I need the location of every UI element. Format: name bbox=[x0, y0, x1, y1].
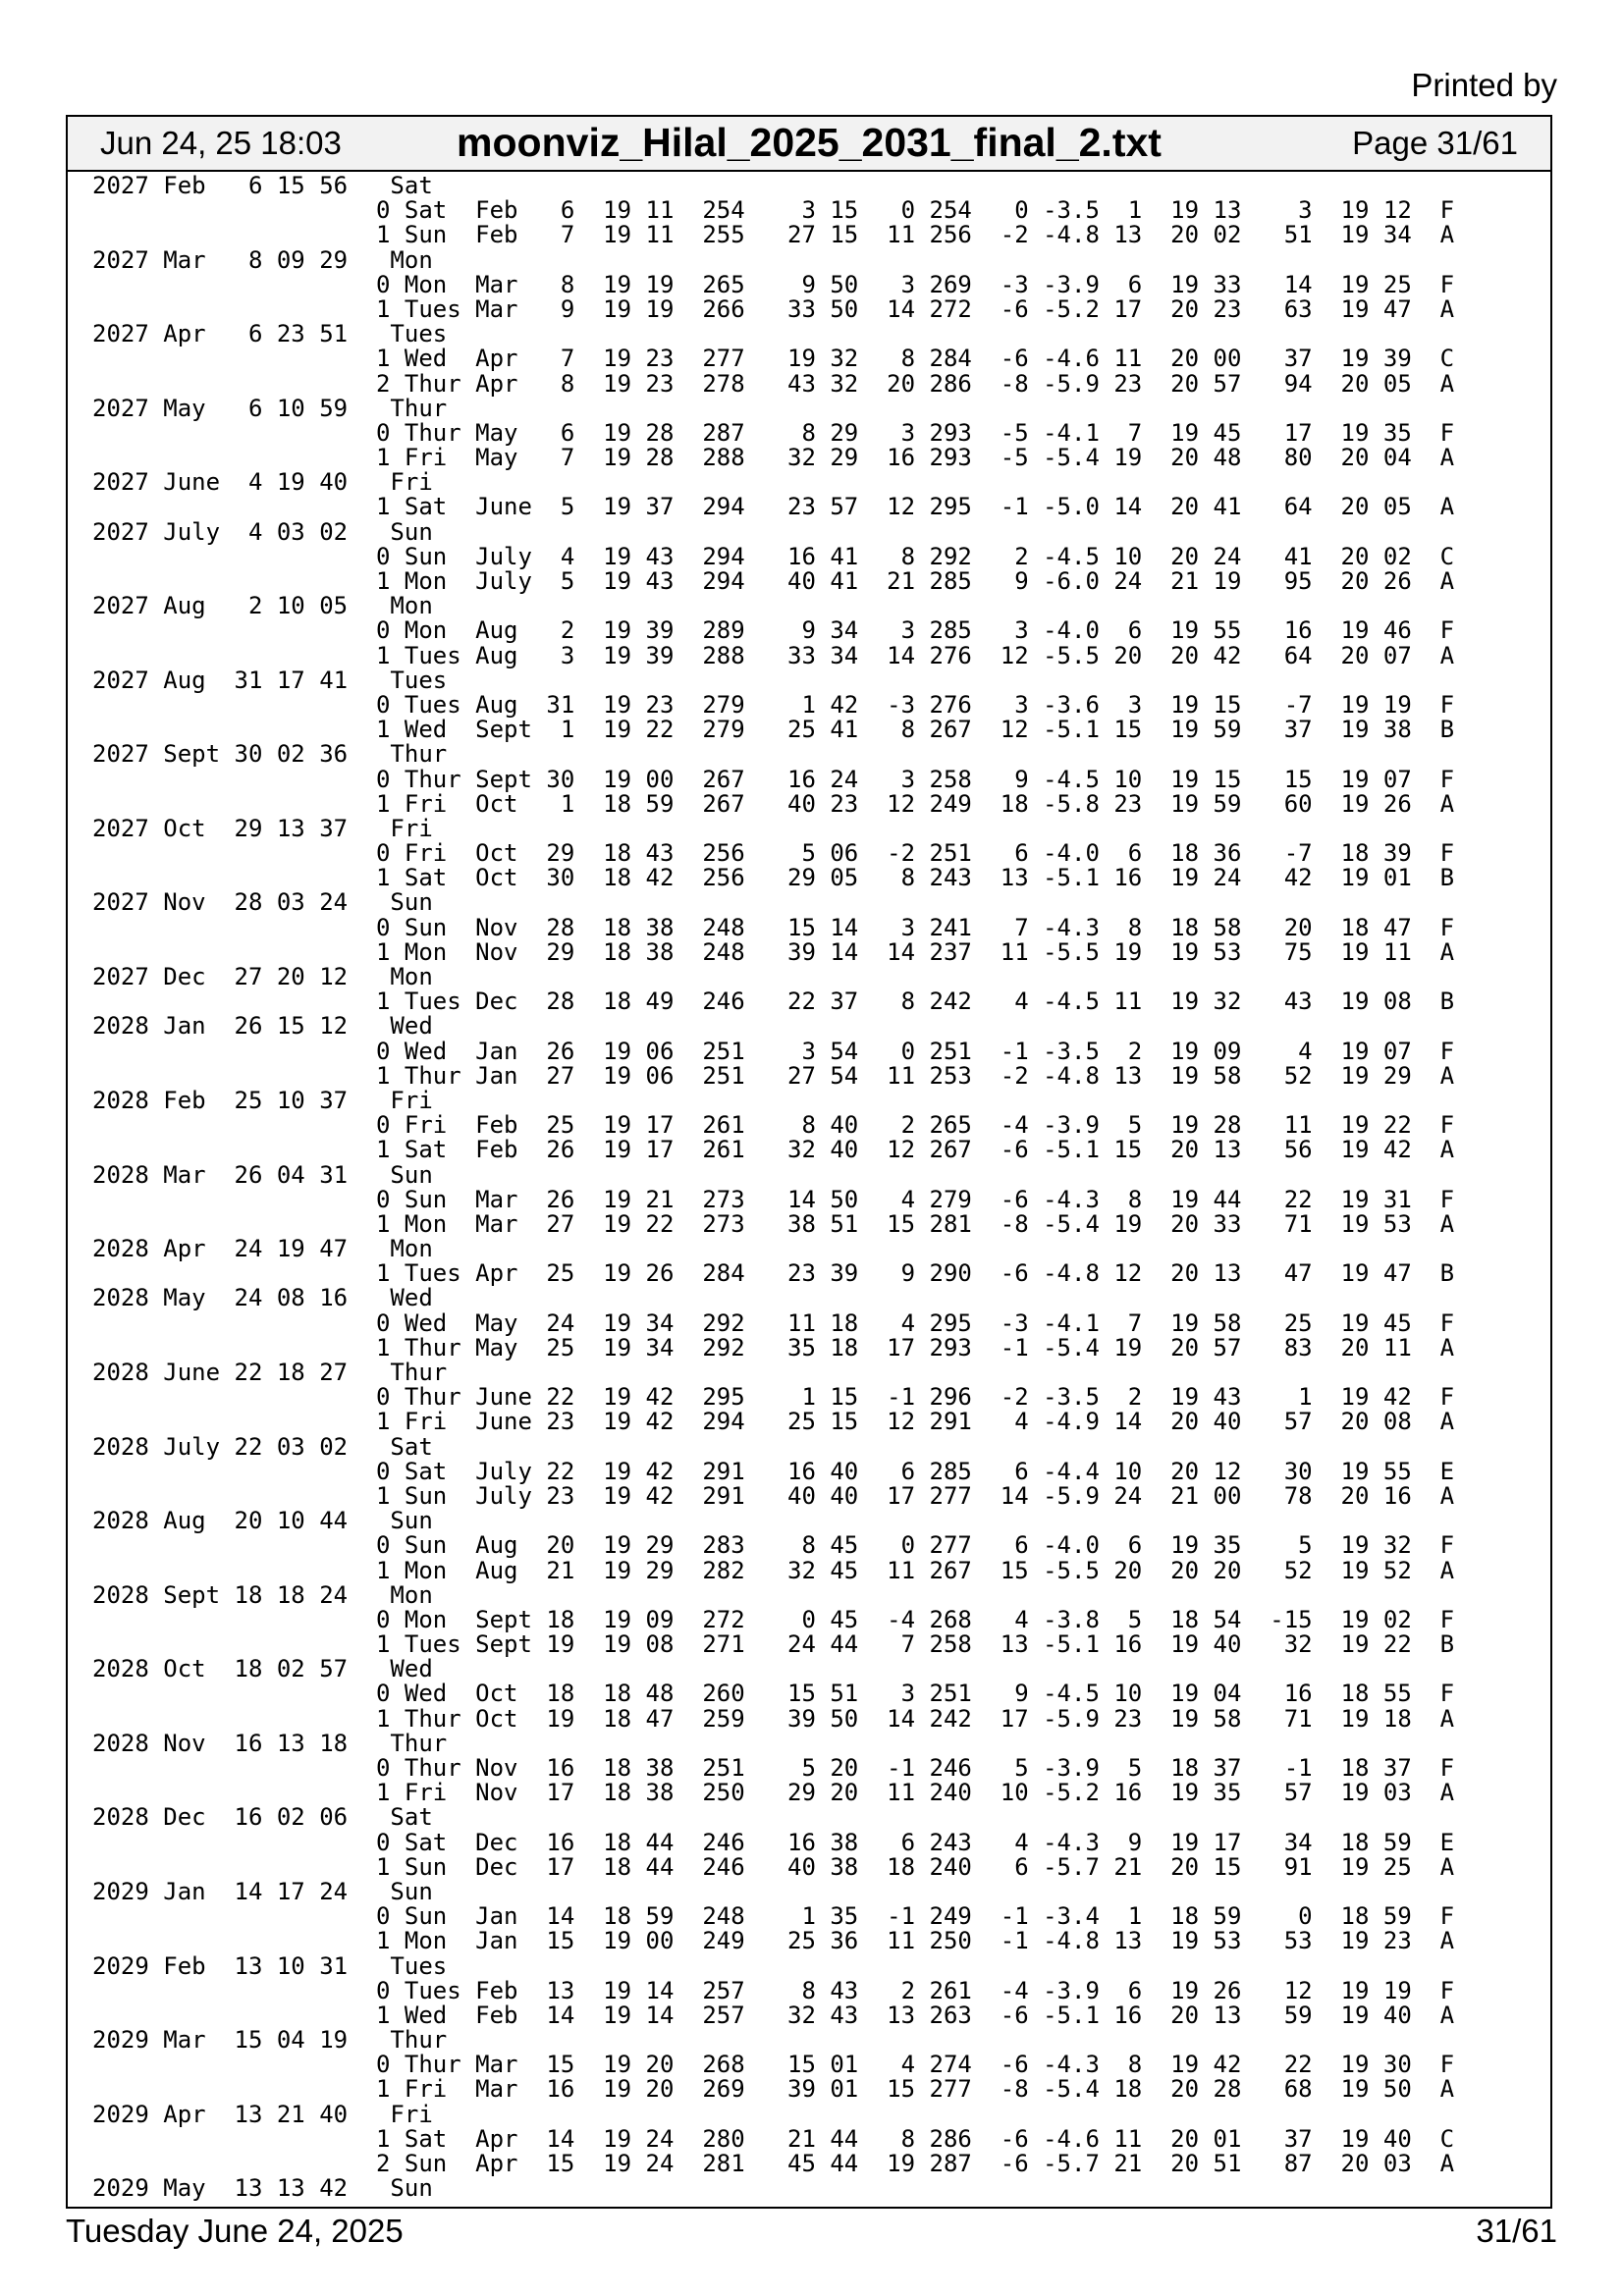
text-line: 1 Tues Apr 25 19 26 284 23 39 9 290 -6 -4.8 12 20 13 47 19 47 B bbox=[92, 1259, 1455, 1288]
header-page-number: Page 31/61 bbox=[1352, 125, 1518, 161]
text-line: 1 Sat Oct 30 18 42 256 29 05 8 243 13 -5.1 16 19 24 42 19 01 B bbox=[92, 864, 1455, 892]
text-line: 2028 Jan 26 15 12 Wed bbox=[92, 1012, 433, 1041]
text-line: 1 Thur May 25 19 34 292 35 18 17 293 -1 -5.4 19 20 57 83 20 11 A bbox=[92, 1333, 1455, 1362]
text-line: 1 Mon Aug 21 19 29 282 32 45 11 267 15 -5.5 20 20 20 52 19 52 A bbox=[92, 1556, 1455, 1584]
text-line: 2028 May 24 08 16 Wed bbox=[92, 1284, 433, 1312]
text-line: 2028 Nov 16 13 18 Thur bbox=[92, 1729, 448, 1757]
text-line: 0 Wed Oct 18 18 48 260 15 51 3 251 9 -4.5 10 19 04 16 18 55 F bbox=[92, 1680, 1455, 1708]
text-line: 2 Sun Apr 15 19 24 281 45 44 19 287 -6 -5.7 21 20 51 87 20 03 A bbox=[92, 2150, 1455, 2177]
text-lines bbox=[68, 172, 1550, 2201]
text-line: 1 Tues Dec 28 18 49 246 22 37 8 242 4 -4.5 11 19 32 43 19 08 B bbox=[92, 988, 1455, 1016]
text-line: 2029 Feb 13 10 31 Tues bbox=[92, 1951, 448, 1980]
file-title: moonviz_Hilal_2025_2031_final_2.txt bbox=[457, 120, 1162, 165]
text-line: 0 Thur Mar 15 19 20 268 15 01 4 274 -6 -4.3 8 19 42 22 19 30 F bbox=[92, 2051, 1455, 2079]
text-line: 2027 Mar 8 09 29 Mon bbox=[92, 245, 433, 274]
text-line: 2 Thur Apr 8 19 23 278 43 32 20 286 -8 -5.9 23 20 57 94 20 05 A bbox=[92, 369, 1455, 398]
text-line: 0 Mon Aug 2 19 39 289 9 34 3 285 3 -4.0 6 19 55 16 19 46 F bbox=[92, 616, 1455, 645]
page-frame bbox=[66, 115, 1552, 2209]
text-line: 1 Tues Aug 3 19 39 288 33 34 14 276 12 -5.5 20 20 42 64 20 07 A bbox=[92, 641, 1455, 669]
text-line: 1 Thur Oct 19 18 47 259 39 50 14 242 17 -5.9 23 19 58 71 19 18 A bbox=[92, 1704, 1455, 1733]
text-line: 1 Sat Apr 14 19 24 280 21 44 8 286 -6 -4.6 11 20 01 37 19 40 C bbox=[92, 2124, 1455, 2153]
text-line: 2027 June 4 19 40 Fri bbox=[92, 468, 433, 497]
text-line: 0 Wed Jan 26 19 06 251 3 54 0 251 -1 -3.5 2 19 09 4 19 07 F bbox=[92, 1037, 1455, 1065]
text-line: 2027 Oct 29 13 37 Fri bbox=[92, 814, 433, 842]
text-line: 2029 Jan 14 17 24 Sun bbox=[92, 1877, 433, 1905]
text-line: 1 Wed Apr 7 19 23 277 19 32 8 284 -6 -4.6 11 20 00 37 19 39 C bbox=[92, 345, 1455, 373]
text-line: 0 Mon Sept 18 19 09 272 0 45 -4 268 4 -3.8 5 18 54 -15 19 02 F bbox=[92, 1605, 1455, 1633]
text-line: 2027 Apr 6 23 51 Tues bbox=[92, 320, 448, 348]
printed-by-label: Printed by bbox=[1411, 67, 1557, 103]
footer-date: Tuesday June 24, 2025 bbox=[66, 2213, 404, 2249]
text-line: 2028 Dec 16 02 06 Sat bbox=[92, 1803, 433, 1832]
text-line: 2027 Sept 30 02 36 Thur bbox=[92, 740, 448, 769]
text-line: 1 Fri Nov 17 18 38 250 29 20 11 240 10 -5.2 16 19 35 57 19 03 A bbox=[92, 1779, 1455, 1807]
text-line: 1 Fri June 23 19 42 294 25 15 12 291 4 -4.9 14 20 40 57 20 08 A bbox=[92, 1408, 1455, 1436]
text-line: 0 Mon Mar 8 19 19 265 9 50 3 269 -3 -3.9 6 19 33 14 19 25 F bbox=[92, 270, 1455, 298]
text-line: 0 Sun Nov 28 18 38 248 15 14 3 241 7 -4.3 8 18 58 20 18 47 F bbox=[92, 913, 1455, 941]
text-line: 1 Mon Jan 15 19 00 249 25 36 11 250 -1 -4.8 13 19 53 53 19 23 A bbox=[92, 1927, 1455, 1955]
text-line: 2028 Sept 18 18 24 Mon bbox=[92, 1580, 433, 1609]
text-line: 0 Sun Mar 26 19 21 273 14 50 4 279 -6 -4.3 8 19 44 22 19 31 F bbox=[92, 1185, 1455, 1213]
text-line: 0 Thur June 22 19 42 295 1 15 -1 296 -2 -3.5 2 19 43 1 19 42 F bbox=[92, 1383, 1455, 1412]
text-line: 2029 May 13 13 42 Sun bbox=[92, 2174, 433, 2203]
footer-page-number: 31/61 bbox=[1476, 2213, 1557, 2249]
text-line: 2028 Mar 26 04 31 Sun bbox=[92, 1160, 433, 1189]
text-line: 2027 Nov 28 03 24 Sun bbox=[92, 888, 433, 917]
text-line: 2027 Dec 27 20 12 Mon bbox=[92, 963, 433, 990]
text-line: 2027 July 4 03 02 Sun bbox=[92, 517, 433, 546]
text-line: 0 Sat Feb 6 19 11 254 3 15 0 254 0 -3.5 1 19 13 3 19 12 F bbox=[92, 196, 1455, 225]
text-line: 1 Fri Mar 16 19 20 269 39 01 15 277 -8 -5.4 18 20 28 68 19 50 A bbox=[92, 2075, 1455, 2104]
text-line: 1 Thur Jan 27 19 06 251 27 54 11 253 -2 -4.8 13 19 58 52 19 29 A bbox=[92, 1061, 1455, 1090]
text-line: 0 Sun Jan 14 18 59 248 1 35 -1 249 -1 -3.4 1 18 59 0 18 59 F bbox=[92, 1902, 1455, 1931]
text-line: 1 Sun July 23 19 42 291 40 40 17 277 14 -5.9 24 21 00 78 20 16 A bbox=[92, 1481, 1455, 1510]
page-header bbox=[68, 117, 1550, 172]
text-line: 0 Thur Sept 30 19 00 267 16 24 3 258 9 -4.5 10 19 15 15 19 07 F bbox=[92, 765, 1455, 793]
text-line: 2029 Apr 13 21 40 Fri bbox=[92, 2100, 433, 2128]
text-body bbox=[68, 172, 1550, 2207]
text-line: 2028 July 22 03 02 Sat bbox=[92, 1432, 433, 1461]
text-line: 2027 Feb 6 15 56 Sat bbox=[92, 172, 433, 199]
text-line: 0 Fri Feb 25 19 17 261 8 40 2 265 -4 -3.9 5 19 28 11 19 22 F bbox=[92, 1111, 1455, 1140]
text-line: 2028 June 22 18 27 Thur bbox=[92, 1359, 448, 1386]
text-line: 2027 May 6 10 59 Thur bbox=[92, 394, 448, 422]
text-line: 0 Thur May 6 19 28 287 8 29 3 293 -5 -4.1 7 19 45 17 19 35 F bbox=[92, 418, 1455, 447]
text-line: 2028 Oct 18 02 57 Wed bbox=[92, 1655, 433, 1683]
text-line: 2028 Feb 25 10 37 Fri bbox=[92, 1086, 433, 1114]
text-line: 2028 Apr 24 19 47 Mon bbox=[92, 1235, 433, 1263]
text-line: 1 Tues Sept 19 19 08 271 24 44 7 258 13 -5.1 16 19 40 32 19 22 B bbox=[92, 1630, 1455, 1659]
text-line: 0 Wed May 24 19 34 292 11 18 4 295 -3 -4.1 7 19 58 25 19 45 F bbox=[92, 1308, 1455, 1337]
text-line: 2028 Aug 20 10 44 Sun bbox=[92, 1507, 433, 1535]
text-line: 0 Sat Dec 16 18 44 246 16 38 6 243 4 -4.3 9 19 17 34 18 59 E bbox=[92, 1828, 1455, 1856]
text-line: 2029 Mar 15 04 19 Thur bbox=[92, 2026, 448, 2055]
text-line: 1 Wed Feb 14 19 14 257 32 43 13 263 -6 -5.1 16 20 13 59 19 40 A bbox=[92, 2001, 1455, 2029]
text-line: 0 Tues Feb 13 19 14 257 8 43 2 261 -4 -3.9 6 19 26 12 19 19 F bbox=[92, 1976, 1455, 2004]
text-line: 1 Sat June 5 19 37 294 23 57 12 295 -1 -5.0 14 20 41 64 20 05 A bbox=[92, 493, 1455, 521]
text-line: 1 Mon Mar 27 19 22 273 38 51 15 281 -8 -5.4 19 20 33 71 19 53 A bbox=[92, 1209, 1455, 1238]
text-line: 0 Sun Aug 20 19 29 283 8 45 0 277 6 -4.0 6 19 35 5 19 32 F bbox=[92, 1531, 1455, 1560]
text-line: 1 Tues Mar 9 19 19 266 33 50 14 272 -6 -5.2 17 20 23 63 19 47 A bbox=[92, 294, 1455, 323]
text-line: 1 Mon July 5 19 43 294 40 41 21 285 9 -6.0 24 21 19 95 20 26 A bbox=[92, 567, 1455, 595]
text-line: 1 Fri May 7 19 28 288 32 29 16 293 -5 -5.4 19 20 48 80 20 04 A bbox=[92, 444, 1455, 472]
text-line: 1 Sun Dec 17 18 44 246 40 38 18 240 6 -5.7 21 20 15 91 19 25 A bbox=[92, 1852, 1455, 1881]
header-date: Jun 24, 25 18:03 bbox=[100, 125, 342, 161]
text-line: 0 Sun July 4 19 43 294 16 41 8 292 2 -4.5 10 20 24 41 20 02 C bbox=[92, 542, 1455, 570]
text-line: 1 Mon Nov 29 18 38 248 39 14 14 237 11 -5.5 19 19 53 75 19 11 A bbox=[92, 937, 1455, 966]
text-line: 2027 Aug 2 10 05 Mon bbox=[92, 592, 433, 620]
text-line: 1 Wed Sept 1 19 22 279 25 41 8 267 12 -5.1 15 19 59 37 19 38 B bbox=[92, 716, 1455, 744]
text-line: 0 Tues Aug 31 19 23 279 1 42 -3 276 3 -3.6 3 19 15 -7 19 19 F bbox=[92, 690, 1455, 719]
text-line: 0 Fri Oct 29 18 43 256 5 06 -2 251 6 -4.0 6 18 36 -7 18 39 F bbox=[92, 839, 1455, 868]
text-line: 0 Thur Nov 16 18 38 251 5 20 -1 246 5 -3.9 5 18 37 -1 18 37 F bbox=[92, 1754, 1455, 1782]
text-line: 1 Fri Oct 1 18 59 267 40 23 12 249 18 -5.8 23 19 59 60 19 26 A bbox=[92, 789, 1455, 818]
text-line: 1 Sat Feb 26 19 17 261 32 40 12 267 -6 -5.1 15 20 13 56 19 42 A bbox=[92, 1136, 1455, 1164]
text-line: 2027 Aug 31 17 41 Tues bbox=[92, 666, 448, 694]
text-line: 0 Sat July 22 19 42 291 16 40 6 285 6 -4.4 10 20 12 30 19 55 E bbox=[92, 1457, 1455, 1485]
text-line: 1 Sun Feb 7 19 11 255 27 15 11 256 -2 -4.8 13 20 02 51 19 34 A bbox=[92, 221, 1455, 249]
